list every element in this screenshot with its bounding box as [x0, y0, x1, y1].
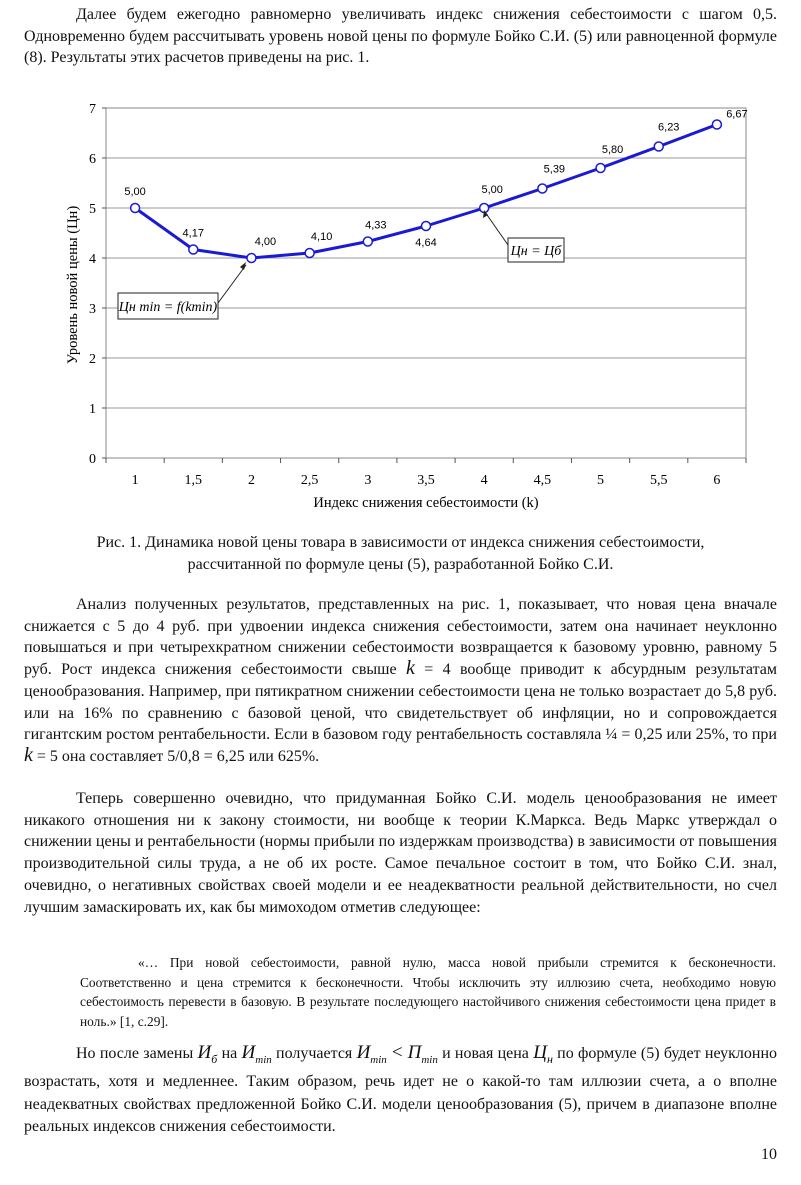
x-tick-label: 4,5 [533, 473, 552, 488]
formula-symbol: Ц [533, 1042, 547, 1063]
x-tick-label: 4 [480, 473, 488, 488]
data-label: 4,64 [415, 237, 437, 249]
data-label: 5,39 [543, 163, 566, 176]
y-tick-label: 4 [89, 252, 96, 267]
less-than-sign: < [391, 1042, 403, 1063]
formula-symbol: П [407, 1042, 422, 1063]
x-tick-label: 3,5 [417, 473, 435, 488]
data-point [422, 222, 431, 231]
formula-subscript: н [546, 1051, 553, 1066]
figure-caption [0, 532, 801, 576]
formula-inequality [356, 1042, 438, 1066]
formula-i-min [241, 1042, 272, 1066]
data-label: 5,80 [601, 144, 624, 156]
conclusion-text-5: по формуле (5) будет неуклонно возрастать, хотя и медленнее. Таким образом, речь идет не о какой-то там иллюзии счета, а о вполне неадекватных свойствах предложенной Бойко С.И. модели ценообразования (5), причем в диапазоне вполне реальных индексов снижения себестоимости. [24, 1045, 778, 1136]
annotation-min-price-text: Цн min = f(kmin) [118, 300, 218, 315]
intro-text: Далее будем ежегодно равномерно увеличивать индекс снижения себестоимости с шагом 0,5. Одновременно будем рассчитывать уровень новой цены по формуле Бойко С.И. (5) или равноценной формуле (8). Результаты этих расчетов приведены на рис. 1. [24, 6, 777, 67]
formula-subscript: б [211, 1051, 218, 1066]
analysis-text-a: Анализ полученных результатов, представленных на рис. 1, показывает, что новая цена вначале снижается с 5 до 4 руб. при удвоении индекса снижения себестоимости, затем она начинает неуклонно повышаться и при четырехкратном снижении себестоимости возвращается к базовому уровню, равному 5 руб. Рост индекса снижения себестоимости свыше [24, 596, 777, 679]
caption-line-1: Рис. 1. Динамика новой цены товара в зависимости от индекса снижения себестоимости, [96, 534, 705, 551]
y-tick-label: 1 [89, 402, 96, 417]
formula-c-n [533, 1042, 553, 1066]
x-tick-label: 2,5 [300, 473, 319, 488]
annotation-min-price [118, 262, 246, 319]
price-chart [0, 0, 801, 530]
data-label: 4,00 [254, 236, 277, 248]
k-symbol: k [405, 657, 415, 680]
data-point [247, 254, 256, 263]
data-point [131, 204, 140, 213]
plot-area-frame [106, 108, 746, 458]
marx-text: Теперь совершенно очевидно, что придуманная Бойко С.И. модель ценообразования не имеет никакого отношения ни к закону стоимости, ни вообще к теории К.Маркса. Ведь Маркс утверждал о снижении цены и рентабельности (нормы прибыли по издержкам производства) в зависимости от повышения производительной силы труда, а не об их росте. Самое печальное состоит в том, что Бойко С.И. знал, очевидно, о негативных свойствах своей модели и ее неадекватности реальной действительности, но счел лучшим замаскировать их, как бы мимоходом отметив следующее: [24, 790, 777, 916]
annotation-base-price [483, 210, 564, 262]
conclusion-text-4: и новая цена [442, 1045, 529, 1062]
x-tick-label: 3 [364, 473, 372, 488]
data-label: 5,00 [124, 186, 146, 198]
page-number: 10 [761, 1146, 777, 1163]
conclusion-text-2: на [221, 1045, 238, 1062]
x-axis-label: Индекс снижения себестоимости (k) [313, 495, 539, 511]
quote-text: «… При новой себестоимости, равной нулю, масса новой прибыли стремится к бесконечности. Соответственно и цена стремится к бесконечности. Чтобы исключить эту иллюзию счета, необходимо новую себестоимость перевести в базовую. В результате последующего настойчивого снижения себестоимости цена придет в ноль.» [1, с.29]. [80, 955, 776, 1029]
x-tick-label: 2 [247, 473, 255, 488]
y-tick-label: 3 [89, 302, 96, 317]
data-label: 6,67 [726, 108, 748, 121]
annotation-base-price-text: Цн = Цб [510, 244, 562, 259]
y-tick-label: 0 [89, 452, 96, 467]
y-tick-label: 5 [89, 202, 96, 217]
data-label: 4,17 [182, 227, 204, 240]
data-label: 5,00 [481, 184, 503, 196]
formula-i-b [197, 1042, 218, 1066]
data-point [305, 249, 314, 258]
data-label: 4,10 [310, 231, 333, 243]
analysis-paragraph [24, 594, 777, 768]
k-symbol: k [24, 743, 33, 766]
data-label: 6,23 [658, 121, 680, 134]
data-point [596, 164, 605, 173]
x-tick-label: 5,5 [649, 473, 668, 488]
x-tick-label: 6 [713, 473, 721, 488]
x-tick-label: 1 [131, 473, 139, 488]
data-point [363, 237, 372, 246]
y-tick-labels [89, 102, 106, 467]
data-point [538, 184, 547, 193]
quote-block [80, 953, 776, 1031]
data-label: 4,33 [365, 219, 387, 232]
formula-subscript: min [255, 1053, 272, 1066]
caption-line-2: рассчитанной по формуле цены (5), разработанной Бойко С.И. [187, 556, 614, 573]
conclusion-paragraph [24, 1042, 777, 1139]
y-tick-label: 6 [89, 152, 96, 167]
formula-symbol: И [197, 1042, 212, 1063]
data-point [189, 245, 198, 254]
y-tick-label: 7 [89, 102, 96, 117]
data-point [712, 120, 721, 129]
formula-subscript: min [370, 1053, 387, 1066]
x-tick-label: 5 [597, 473, 605, 488]
conclusion-text-1: Но после замены [76, 1045, 194, 1062]
data-labels [124, 109, 747, 250]
chart-gridlines [106, 158, 746, 408]
x-tick-labels [106, 458, 746, 488]
analysis-text-c: = 5 она составляет 5/0,8 = 6,25 или 625%. [36, 747, 320, 765]
data-point [654, 142, 663, 151]
formula-symbol: И [356, 1042, 371, 1063]
y-axis-label: Уровень новой цены (Цн) [65, 205, 81, 365]
formula-symbol: И [241, 1042, 256, 1063]
x-tick-label: 1,5 [184, 473, 203, 488]
marx-paragraph [24, 788, 777, 918]
y-tick-label: 2 [89, 352, 96, 367]
formula-subscript: min [421, 1053, 438, 1066]
analysis-text-b: = 4 вообще приводит к абсурдным результатам ценообразования. Например, при пятикратном снижении себестоимости цена не только возрастает до 5,8 руб. или на 16% по сравнению с базовой ценой, что свидетельствует об инфляции, но и сопровождается гигантским ростом рентабельности. Если в базовом году рентабельность составляла ¼ = 0,25 или 25%, то при [24, 661, 778, 744]
conclusion-text-3: получается [276, 1045, 353, 1062]
